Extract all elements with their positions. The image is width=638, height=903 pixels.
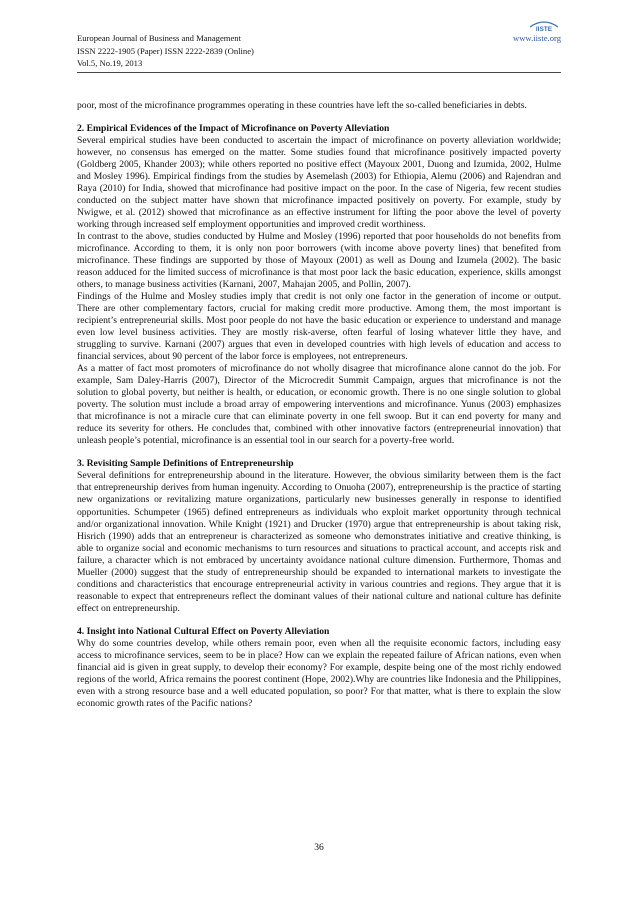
- journal-title: European Journal of Business and Management: [77, 33, 241, 43]
- iiste-logo-icon: [526, 16, 562, 32]
- page-header: [77, 32, 561, 70]
- header-divider: [77, 72, 561, 73]
- issn-line: ISSN 2222-1905 (Paper) ISSN 2222-2839 (Online): [77, 45, 254, 56]
- intro-paragraph: poor, most of the microfinance programmes operating in these countries have left the so-called beneficiaries in debts.: [77, 100, 527, 111]
- section-2-paragraph-2: In contrast to the above, studies conducted by Hulme and Mosley (1996) reported that poor households do not benefits from microfinance. According to them, it is only non poor borrowers (with income above poverty lines) that benefited from microfinance. These findings are supported by those of Mayoux (2001) as well as Doung and Izumela (2002). The basic reason adduced for the limited success of microfinance is that most poor lack the basic education, experience, skills amongst others, to manage business activities (Karnani, 2007, Mahajan 2005, and Pollin, 2007).: [77, 231, 561, 291]
- journal-url-link[interactable]: www.iiste.org: [513, 33, 561, 43]
- page-number: 36: [314, 842, 324, 853]
- volume-line: Vol.5, No.19, 2013: [77, 58, 143, 68]
- svg-text:IISTE: IISTE: [535, 26, 553, 32]
- section-4-heading: 4. Insight into National Cultural Effect on Poverty Alleviation: [77, 625, 330, 637]
- article-body: [77, 100, 561, 710]
- section-3-heading: 3. Revisiting Sample Definitions of Entrepreneurship: [77, 458, 294, 470]
- section-2-heading: 2. Empirical Evidences of the Impact of Microfinance on Poverty Alleviation: [77, 123, 390, 135]
- section-4-paragraph-1: Why do some countries develop, while others remain poor, even when all the requisite economic factors, including easy access to microfinance services, seem to be in place? How can we explain the repeated failure of African nations, even when financial aid is given in great supply, to develop their economy? For example, despite being one of the most richly endowed regions of the world, Africa remains the poorest continent (Hope, 2002).Why are countries like Indonesia and the Philippines, even with a strong resource base and a well educated population, so poor? For that matter, what is there to explain the slow economic growth rates of the Pacific nations?: [77, 637, 561, 709]
- section-2-paragraph-1: Several empirical studies have been conducted to ascertain the impact of microfinance on poverty alleviation worldwide; however, no consensus has emerged on the matter. Some studies found that microfinance positively impacted poverty (Goldberg 2005, Khander 2003); while others reported no positive effect (Mayoux 2001, Duong and Izumida, 2002, Hulme and Mosley 1996). Empirical findings from the studies by Asemelash (2003) for Ethiopia, Alemu (2006) and Rajendran and Raya (2010) for India, showed that microfinance had positive impact on the poor. In the case of Nigeria, few recent studies conducted on the subject matter have shown that microfinance impacted positively on poverty. For example, study by Nwigwe, et al. (2012) showed that microfinance as an effective instrument for lifting the poor above the level of poverty working through increased self employment opportunities and improved credit worthiness.: [77, 135, 561, 231]
- section-2-paragraph-3: Findings of the Hulme and Mosley studies imply that credit is not only one factor in the generation of income or output. There are other complementary factors, crucial for making credit more productive. Among them, the most important is recipient’s entrepreneurial skills. Most poor people do not have the basic education or experience to understand and manage even low level business activities. They are mostly risk-averse, often fearful of losing whatever little they have, and struggling to survive. Karnani (2007) argues that even in developed countries with high levels of education and access to financial services, about 90 percent of the labor force is employees, not entrepreneurs.: [77, 291, 561, 363]
- section-2-paragraph-4: As a matter of fact most promoters of microfinance do not wholly disagree that microfinance alone cannot do the job. For example, Sam Daley-Harris (2007), Director of the Microcredit Summit Campaign, argues that microfinance is not the solution to global poverty, but neither is health, or education, or economic growth. There is no one single solution to global poverty. The solution must include a broad array of empowering interventions and microfinance. Yunus (2003) emphasizes that microfinance is not a miracle cure that can eliminate poverty in one fell swoop. But it can end poverty for many and reduce its severity for others. He concludes that, combined with other innovative factors (entrepreneurial innovation) that unleash people’s potential, microfinance is an essential tool in our search for a poverty-free world.: [77, 363, 561, 447]
- section-3-paragraph-1: Several definitions for entrepreneurship abound in the literature. However, the obvious similarity between them is the fact that entrepreneurship derives from human ingenuity. According to Onuoha (2007), entrepreneurship is the practice of starting new organizations or revitalizing mature organizations, particularly new businesses generally in response to identified opportunities. Schumpeter (1965) defined entrepreneurs as individuals who exploit market opportunity through technical and/or organizational innovation. While Knight (1921) and Drucker (1970) argue that entrepreneurship is about taking risk, Hisrich (1990) adds that an entrepreneur is characterized as someone who demonstrates initiative and creative thinking, is able to organize social and economic mechanisms to turn resources and situations to practical account, and accepts risk and failure, a character which is not embraced by uncertainty avoidance national culture dimension. Furthermore, Thomas and Mueller (2000) suggest that the study of entrepreneurship should be expanded to international markets to investigate the conditions and characteristics that encourage entrepreneurial activity in various countries and regions. They argue that it is reasonable to expect that entrepreneurs reflect the dominant values of their national culture and national culture has definite effect on entrepreneurship.: [77, 470, 561, 614]
